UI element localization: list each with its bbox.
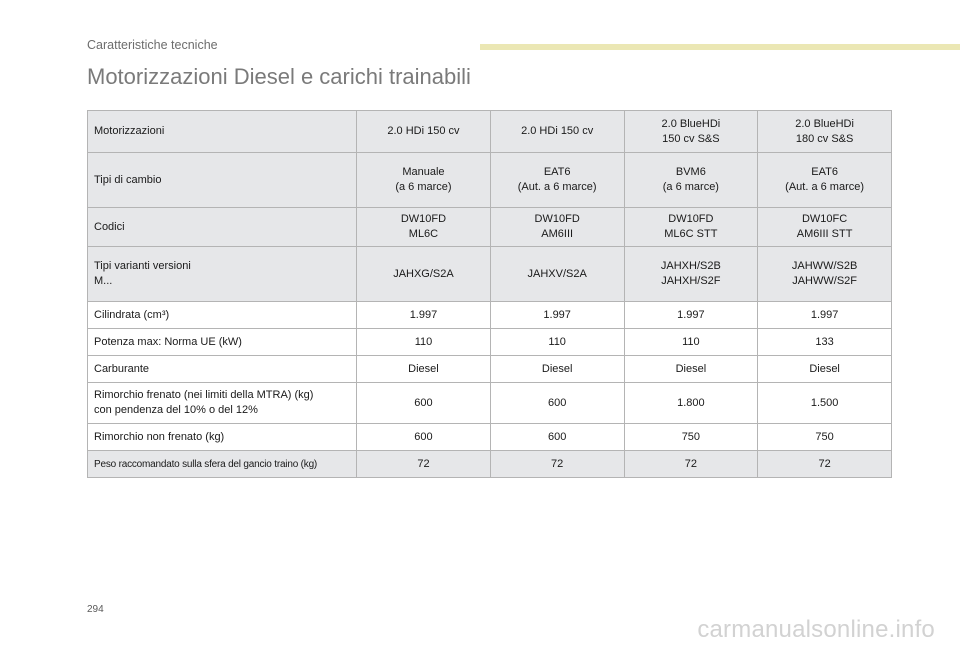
- table-cell: DW10FD AM6III: [490, 208, 624, 247]
- table-cell: 1.997: [624, 302, 758, 329]
- table-cell: 110: [624, 329, 758, 356]
- table-cell: JAHXH/S2B JAHXH/S2F: [624, 247, 758, 302]
- table-cell: Diesel: [490, 356, 624, 383]
- table-cell: 72: [624, 451, 758, 478]
- table-row: [88, 302, 892, 329]
- table-row: [88, 356, 892, 383]
- row-header: Rimorchio non frenato (kg): [88, 424, 357, 451]
- table-cell: JAHWW/S2B JAHWW/S2F: [758, 247, 892, 302]
- table-cell: 2.0 BlueHDi 150 cv S&S: [624, 111, 758, 153]
- specs-table: [87, 110, 892, 478]
- table-cell: 72: [758, 451, 892, 478]
- table-cell: JAHXG/S2A: [357, 247, 491, 302]
- table-row: [88, 247, 892, 302]
- row-header: Tipi varianti versioni M...: [88, 247, 357, 302]
- table-row: [88, 329, 892, 356]
- table-row: [88, 424, 892, 451]
- table-cell: 2.0 HDi 150 cv: [490, 111, 624, 153]
- table-row: [88, 111, 892, 153]
- table-cell: 110: [357, 329, 491, 356]
- table-cell: Diesel: [357, 356, 491, 383]
- table-cell: 750: [624, 424, 758, 451]
- table-cell: 600: [357, 383, 491, 424]
- table-cell: 1.800: [624, 383, 758, 424]
- table-cell: 110: [490, 329, 624, 356]
- row-header: Codici: [88, 208, 357, 247]
- table-cell: 1.997: [357, 302, 491, 329]
- table-cell: EAT6 (Aut. a 6 marce): [490, 153, 624, 208]
- table-cell: DW10FD ML6C STT: [624, 208, 758, 247]
- page-title: Motorizzazioni Diesel e carichi trainabili: [87, 64, 471, 89]
- page-number: 294: [87, 604, 104, 615]
- table-cell: 133: [758, 329, 892, 356]
- table-cell: 750: [758, 424, 892, 451]
- table-cell: Diesel: [624, 356, 758, 383]
- row-header: Tipi di cambio: [88, 153, 357, 208]
- row-header: Cilindrata (cm³): [88, 302, 357, 329]
- row-header: Motorizzazioni: [88, 111, 357, 153]
- table-cell: 72: [490, 451, 624, 478]
- table-cell: Diesel: [758, 356, 892, 383]
- table-cell: DW10FD ML6C: [357, 208, 491, 247]
- table-cell: 72: [357, 451, 491, 478]
- watermark: carmanualsonline.info: [697, 616, 935, 643]
- row-header: Potenza max: Norma UE (kW): [88, 329, 357, 356]
- row-header: Rimorchio frenato (nei limiti della MTRA) (kg) con pendenza del 10% o del 12%: [88, 383, 357, 424]
- table-cell: 600: [357, 424, 491, 451]
- table-row: [88, 383, 892, 424]
- row-header: Carburante: [88, 356, 357, 383]
- section-label: Caratteristiche tecniche: [87, 38, 218, 52]
- table-row: [88, 451, 892, 478]
- table-cell: JAHXV/S2A: [490, 247, 624, 302]
- table-cell: EAT6 (Aut. a 6 marce): [758, 153, 892, 208]
- table-cell: BVM6 (a 6 marce): [624, 153, 758, 208]
- table-cell: 2.0 BlueHDi 180 cv S&S: [758, 111, 892, 153]
- table-cell: 1.997: [758, 302, 892, 329]
- row-header: Peso raccomandato sulla sfera del gancio traino (kg): [88, 451, 357, 478]
- table-cell: Manuale (a 6 marce): [357, 153, 491, 208]
- table-cell: 600: [490, 383, 624, 424]
- table-cell: 600: [490, 424, 624, 451]
- table-row: [88, 153, 892, 208]
- table-cell: DW10FC AM6III STT: [758, 208, 892, 247]
- table-cell: 1.500: [758, 383, 892, 424]
- table-cell: 2.0 HDi 150 cv: [357, 111, 491, 153]
- accent-bar: [480, 44, 960, 50]
- table-cell: 1.997: [490, 302, 624, 329]
- table-row: [88, 208, 892, 247]
